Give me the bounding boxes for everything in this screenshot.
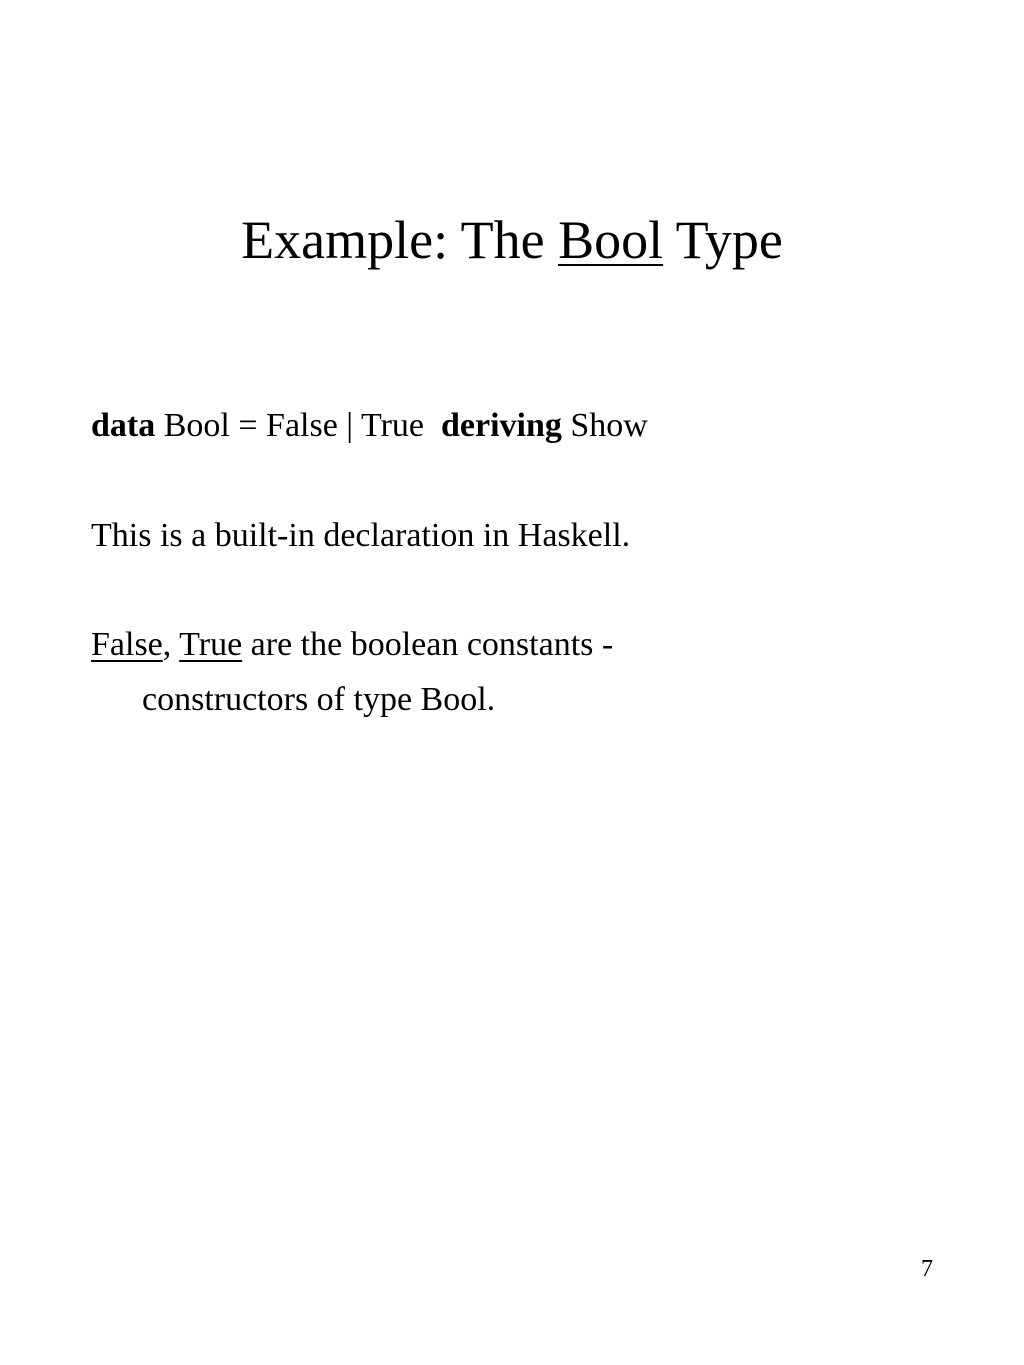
false-constant: False xyxy=(91,626,163,663)
keyword-data: data xyxy=(91,407,156,444)
title-bool-underlined: Bool xyxy=(558,210,664,270)
constants-line xyxy=(91,623,613,667)
title-suffix: Type xyxy=(663,210,783,270)
type-definition: Bool = False | True xyxy=(155,407,441,444)
keyword-deriving: deriving xyxy=(440,407,562,444)
true-constant: True xyxy=(179,626,243,663)
constants-text: are the boolean constants - xyxy=(242,626,614,663)
title-prefix: Example: The xyxy=(241,210,559,270)
slide-title xyxy=(0,204,1024,276)
description-line: This is a built-in declaration in Haskell. xyxy=(91,517,631,554)
comma: , xyxy=(162,626,180,663)
class-name: Show xyxy=(561,407,648,444)
constants-continuation-line: constructors of type Bool. xyxy=(142,681,496,718)
page-number: 7 xyxy=(921,1256,933,1282)
data-declaration-line xyxy=(91,404,648,448)
